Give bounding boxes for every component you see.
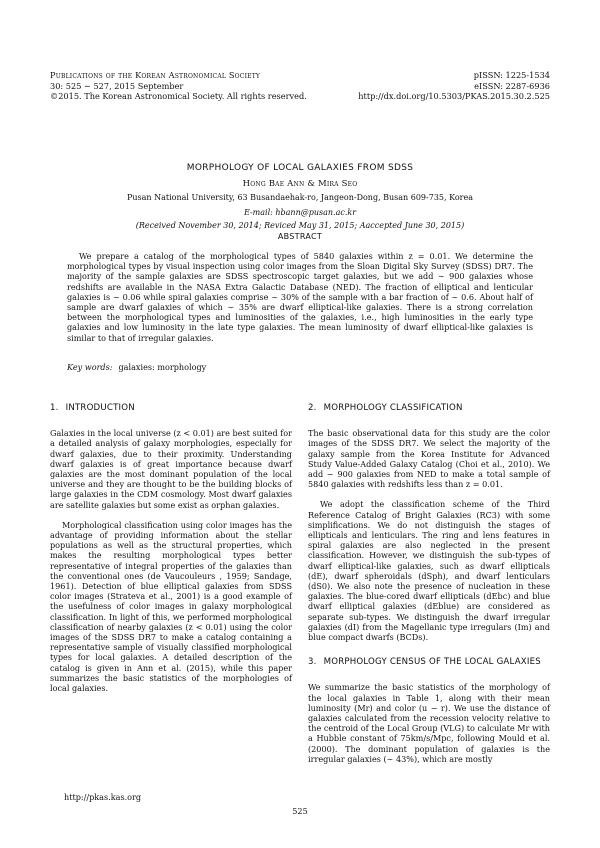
section-number: 3. xyxy=(308,657,317,668)
intro-paragraph-2: Morphological classification using color images has the advantage of providing information about the stellar populations as well as the structural properties, which makes the resulting morphological types better representative of integral properties of the galaxies than the conventional ones (de Vaucouleurs , 1959; Sandage, 1961). Detection of blue elliptical galaxies from SDSS color images (Strateva et al., 2001) is a good example of the usefulness of color images in galaxy morphological classification. In light of this, we performed morphological classification of nearby galaxies (z < 0.01) using the color images of the SDSS DR7 to make a catalog containing a representative sample of visually classified morphological types for local galaxies. A detailed description of the catalog is given in Ann et al. (2015), while this paper summarizes the basic statistics of the morphologies of local galaxies. xyxy=(50,519,292,694)
section-title: MORPHOLOGY CENSUS OF THE LOCAL GALAXIES xyxy=(323,657,541,668)
section-number: 1. xyxy=(50,403,59,413)
doi-link[interactable]: http://dx.doi.org/10.5303/PKAS.2015.30.2.525 xyxy=(358,91,550,102)
author-affiliation: Pusan National University, 63 Busandaehak-ro, Jangeon-Dong, Busan 609-735, Korea xyxy=(127,193,473,202)
section-title: INTRODUCTION xyxy=(65,403,135,413)
journal-name: Publications of the Korean Astronomical Society xyxy=(50,70,261,80)
abstract-heading: ABSTRACT xyxy=(277,232,323,241)
journal-url[interactable]: http://pkas.kas.org xyxy=(64,792,142,802)
section-heading-classification xyxy=(308,403,550,413)
author-email[interactable]: E-mail: hbann@pusan.ac.kr xyxy=(243,208,357,217)
paper-title: MORPHOLOGY OF LOCAL GALAXIES FROM SDSS xyxy=(186,163,414,173)
keywords-line xyxy=(67,362,533,372)
issn-header xyxy=(300,70,550,102)
pissn: pISSN: 1225-1534 xyxy=(473,70,550,80)
left-column xyxy=(50,403,292,703)
census-paragraph-1: We summarize the basic statistics of the morphology of the local galaxies in Table 1, along with their mean luminosity (Mr) and color (u − r). We use the distance of galaxies calculated from the recession velocity relative to the centroid of the Local Group (VLG) to calculate Mr with a Hubble constant of 75km/s/Mpc, following Mould et al. (2000). The dominant population of galaxies is the irregular galaxies (∼ 43%), which are mostly xyxy=(308,682,550,764)
section-heading-introduction xyxy=(50,403,292,413)
section-heading-census xyxy=(308,657,550,667)
volume-line: 30: 525 ∼ 527, 2015 September xyxy=(50,80,184,91)
page-number: 525 xyxy=(292,806,308,816)
intro-paragraph-1: Galaxies in the local universe (z < 0.01) are best suited for a detailed analysis of galaxy morphologies, especially for dwarf galaxies, due to their proximity. Understanding dwarf galaxies is of great importance because dwarf galaxies are the most dominant population of the local universe and they are thought to be the building blocks of large galaxies in the CDM cosmology. Most dwarf galaxies are satellite galaxies but some exist as orphan galaxies. xyxy=(50,428,292,510)
keywords-value: galaxies: morphology xyxy=(118,362,207,372)
section-number: 2. xyxy=(308,403,317,413)
section-title: MORPHOLOGY CLASSIFICATION xyxy=(323,403,463,413)
abstract-text: We prepare a catalog of the morphological types of 5840 galaxies within z = 0.01. We determine the morphological types by visual inspection using color images from the Sloan Digital Sky Survey (SDSS) DR7. The majority of the sample galaxies are SDSS spectroscopic target galaxies, but we add ∼ 900 galaxies whose redshifts are available in the NASA Extra Galactic Database (NED). The fraction of elliptical and lenticular galaxies is ∼ 0.06 while spiral galaxies comprise ∼ 30% of the sample with a bar fraction of ∼ 0.6. About half of sample are dwarf galaxies of which ∼ 35% are dwarf elliptical-like galaxies. There is a strong correlation between the morphological types and luminosities of the galaxies, i.e., high luminosities in the early type galaxies and low luminosity in the late type galaxies. The mean luminosity of dwarf elliptical-like galaxies is similar to that of irregular galaxies. xyxy=(67,251,533,343)
eissn: eISSN: 2287-6936 xyxy=(474,80,550,91)
received-dates: (Received November 30, 2014; Reviced May 31, 2015; Aaccepted June 30, 2015) xyxy=(135,221,465,230)
keywords-label: Key words: xyxy=(67,362,113,372)
classification-paragraph-1: The basic observational data for this study are the color images of the SDSS DR7. We select the majority of the galaxy sample from the Korea Institute for Advanced Study Value-Added Galaxy Catalog (Choi et al., 2010). We add ∼ 900 galaxies from NED to make a total sample of 5840 galaxies with redshifts less than z = 0.01. xyxy=(308,428,550,490)
paper-authors: Hong Bae Ann & Mira Seo xyxy=(242,179,358,189)
classification-paragraph-2: We adopt the classification scheme of the Third Reference Catalog of Bright Galaxies (RC3) with some simplifications. We do not distinguish the stages of ellipticals and lenticulars. The ring and lens features in spiral galaxies are also neglected in the present classification. However, we distinguish the sub-types of dwarf elliptical-like galaxies, such as dwarf ellipticals (dE), dwarf spheroidals (dSph), and dwarf lenticulars (dS0). We also note the presence of nucleation in these galaxies. The blue-cored dwarf ellipticals (dEbc) and blue dwarf elliptical galaxies (dEblue) are considered as separate sub-types. We distinguish the dwarf irregular galaxies (dI) from the Magellanic type irregulars (Im) and blue compact dwarfs (BCDs). xyxy=(308,499,550,643)
right-column xyxy=(308,403,550,774)
copyright-line: ©2015. The Korean Astronomical Society. All rights reserved. xyxy=(50,91,307,102)
